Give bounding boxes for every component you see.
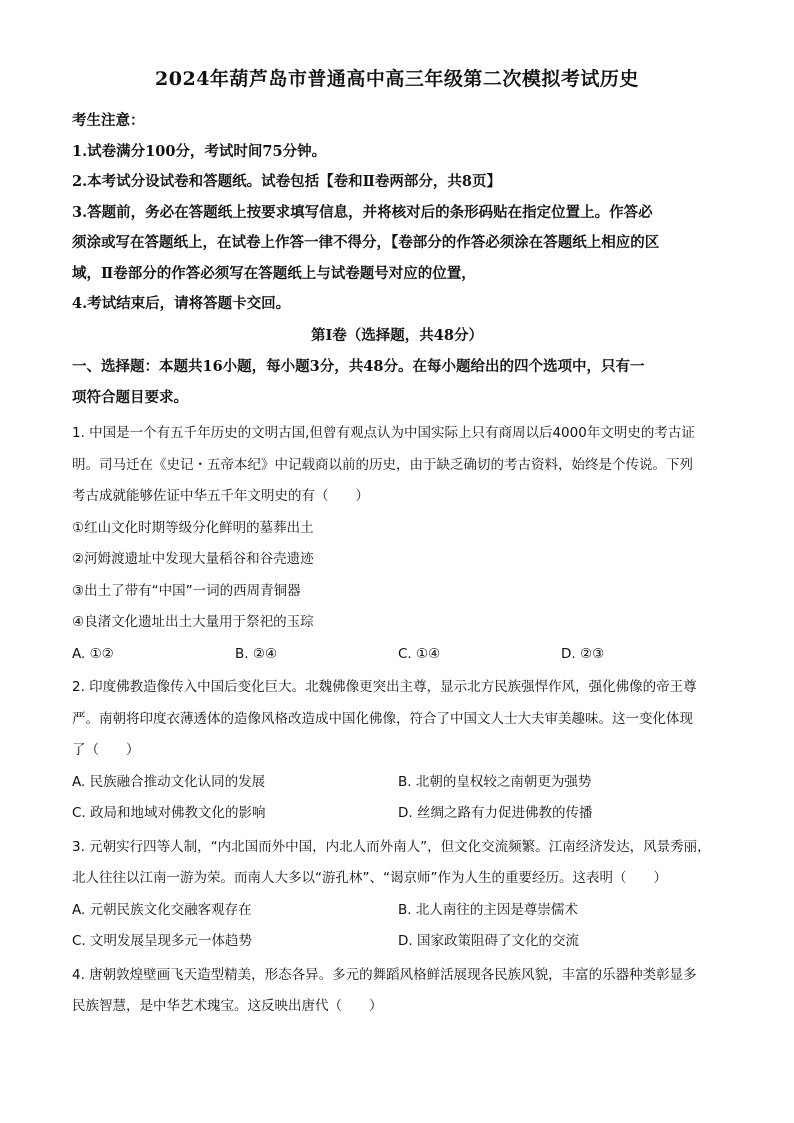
options-row: [72, 895, 724, 927]
question-stem-line: 北人往往以江南一游为荣。而南人大多以“游孔林”、“谒京师”作为人生的重要经历。这表明（ ）: [72, 870, 667, 886]
statement-item: ③出土了带有“中国”一词的西周青铜器: [72, 582, 301, 599]
option-c[interactable]: C. 文明发展呈现多元一体趋势: [72, 933, 253, 949]
options-row: [72, 639, 724, 671]
notice-item: 3.答题前，务必在答题纸上按要求填写信息，并将核对后的条形码贴在指定位置上。作答必: [72, 203, 653, 221]
statement-item: ①红山文化时期等级分化鲜明的墓葬出土: [72, 519, 314, 536]
question-stem-line: 3. 元朝实行四等人制，“内北国而外中国，内北人而外南人”，但文化交流频繁。江南经济发达，风景秀丽，: [72, 838, 711, 855]
question-4: [72, 960, 724, 1023]
option-d[interactable]: D. 国家政策阻碍了文化的交流: [398, 933, 579, 949]
option-c[interactable]: C. ①④: [398, 645, 441, 662]
statement-list: [72, 513, 724, 639]
option-b[interactable]: B. ②④: [235, 645, 278, 662]
part-heading-line: 一、选择题：本题共16小题，每小题3分，共48分。在每小题给出的四个选项中，只有一: [72, 358, 645, 375]
part-heading-line: 项符合题目要求。: [72, 388, 188, 406]
notice-item: 1.试卷满分100分，考试时间75分钟。: [72, 142, 327, 160]
question-stem-line: 了（ ）: [72, 742, 140, 758]
notice-heading: 考生注意：: [72, 112, 145, 129]
options-row: [72, 767, 724, 799]
notice-item: 2.本考试分设试卷和答题纸。试卷包括【卷和Ⅱ卷两部分，共8页】: [72, 173, 501, 190]
question-1: [72, 418, 724, 670]
question-stem-line: 严。南朝将印度衣薄透体的造像风格改造成中国化佛像，符合了中国文人士大夫审美趣味。这一变化体现: [72, 710, 693, 727]
option-a[interactable]: A. 元朝民族文化交融客观存在: [72, 901, 252, 918]
option-b[interactable]: B. 北人南往的主因是尊崇儒术: [398, 901, 578, 918]
question-stem-line: 2. 印度佛教造像传入中国后变化巨大。北魏佛像更突出主尊，显示北方民族强悍作风，强化佛像的帝王尊: [72, 679, 697, 695]
notice-item: 4.考试结束后，请将答题卡交回。: [72, 295, 291, 312]
options-row: [72, 926, 724, 958]
option-b[interactable]: B. 北朝的皇权较之南朝更为强势: [398, 773, 592, 790]
option-d[interactable]: D. ②③: [561, 645, 605, 662]
option-c[interactable]: C. 政局和地域对佛教文化的影响: [72, 805, 266, 821]
question-list: [72, 418, 724, 1025]
candidate-notice: [72, 106, 724, 320]
option-a[interactable]: A. ①②: [72, 645, 114, 662]
exam-title: 2024年葫芦岛市普通高中高三年级第二次模拟考试历史: [155, 68, 639, 90]
part-heading: [72, 352, 724, 413]
question-3: [72, 832, 724, 958]
question-stem-line: 4. 唐朝敦煌壁画飞天造型精美，形态各异。多元的舞蹈风格鲜活展现各民族风貌，丰富的乐器种类彰显多: [72, 966, 697, 983]
notice-item: 域，Ⅱ卷部分的作答必须写在答题纸上与试卷题号对应的位置，: [72, 264, 476, 282]
option-a[interactable]: A. 民族融合推动文化认同的发展: [72, 773, 266, 790]
question-2: [72, 672, 724, 830]
question-stem-line: 明。司马迁在《史记・五帝本纪》中记载商以前的历史，由于缺乏确切的考古资料，始终是个传说。下列: [72, 456, 693, 473]
statement-item: ④良渚文化遗址出土大量用于祭祀的玉琮: [72, 614, 314, 630]
options-row: [72, 798, 724, 830]
question-stem-line: 考古成就能够佐证中华五千年文明史的有（ ）: [72, 488, 369, 504]
section-title: 第Ⅰ卷（选择题，共48分）: [311, 327, 483, 344]
notice-item: 须涂或写在答题纸上，在试卷上作答一律不得分，【卷部分的作答必须涂在答题纸上相应的区: [72, 234, 660, 251]
question-stem-line: 民族智慧，是中华艺术瑰宝。这反映出唐代（ ）: [72, 998, 383, 1014]
option-d[interactable]: D. 丝绸之路有力促进佛教的传播: [398, 805, 593, 821]
question-stem-line: 1. 中国是一个有五千年历史的文明古国,但曾有观点认为中国实际上只有商周以后4000年文明史的考古证: [72, 425, 695, 441]
statement-item: ②河姆渡遗址中发现大量稻谷和谷壳遗迹: [72, 551, 314, 567]
